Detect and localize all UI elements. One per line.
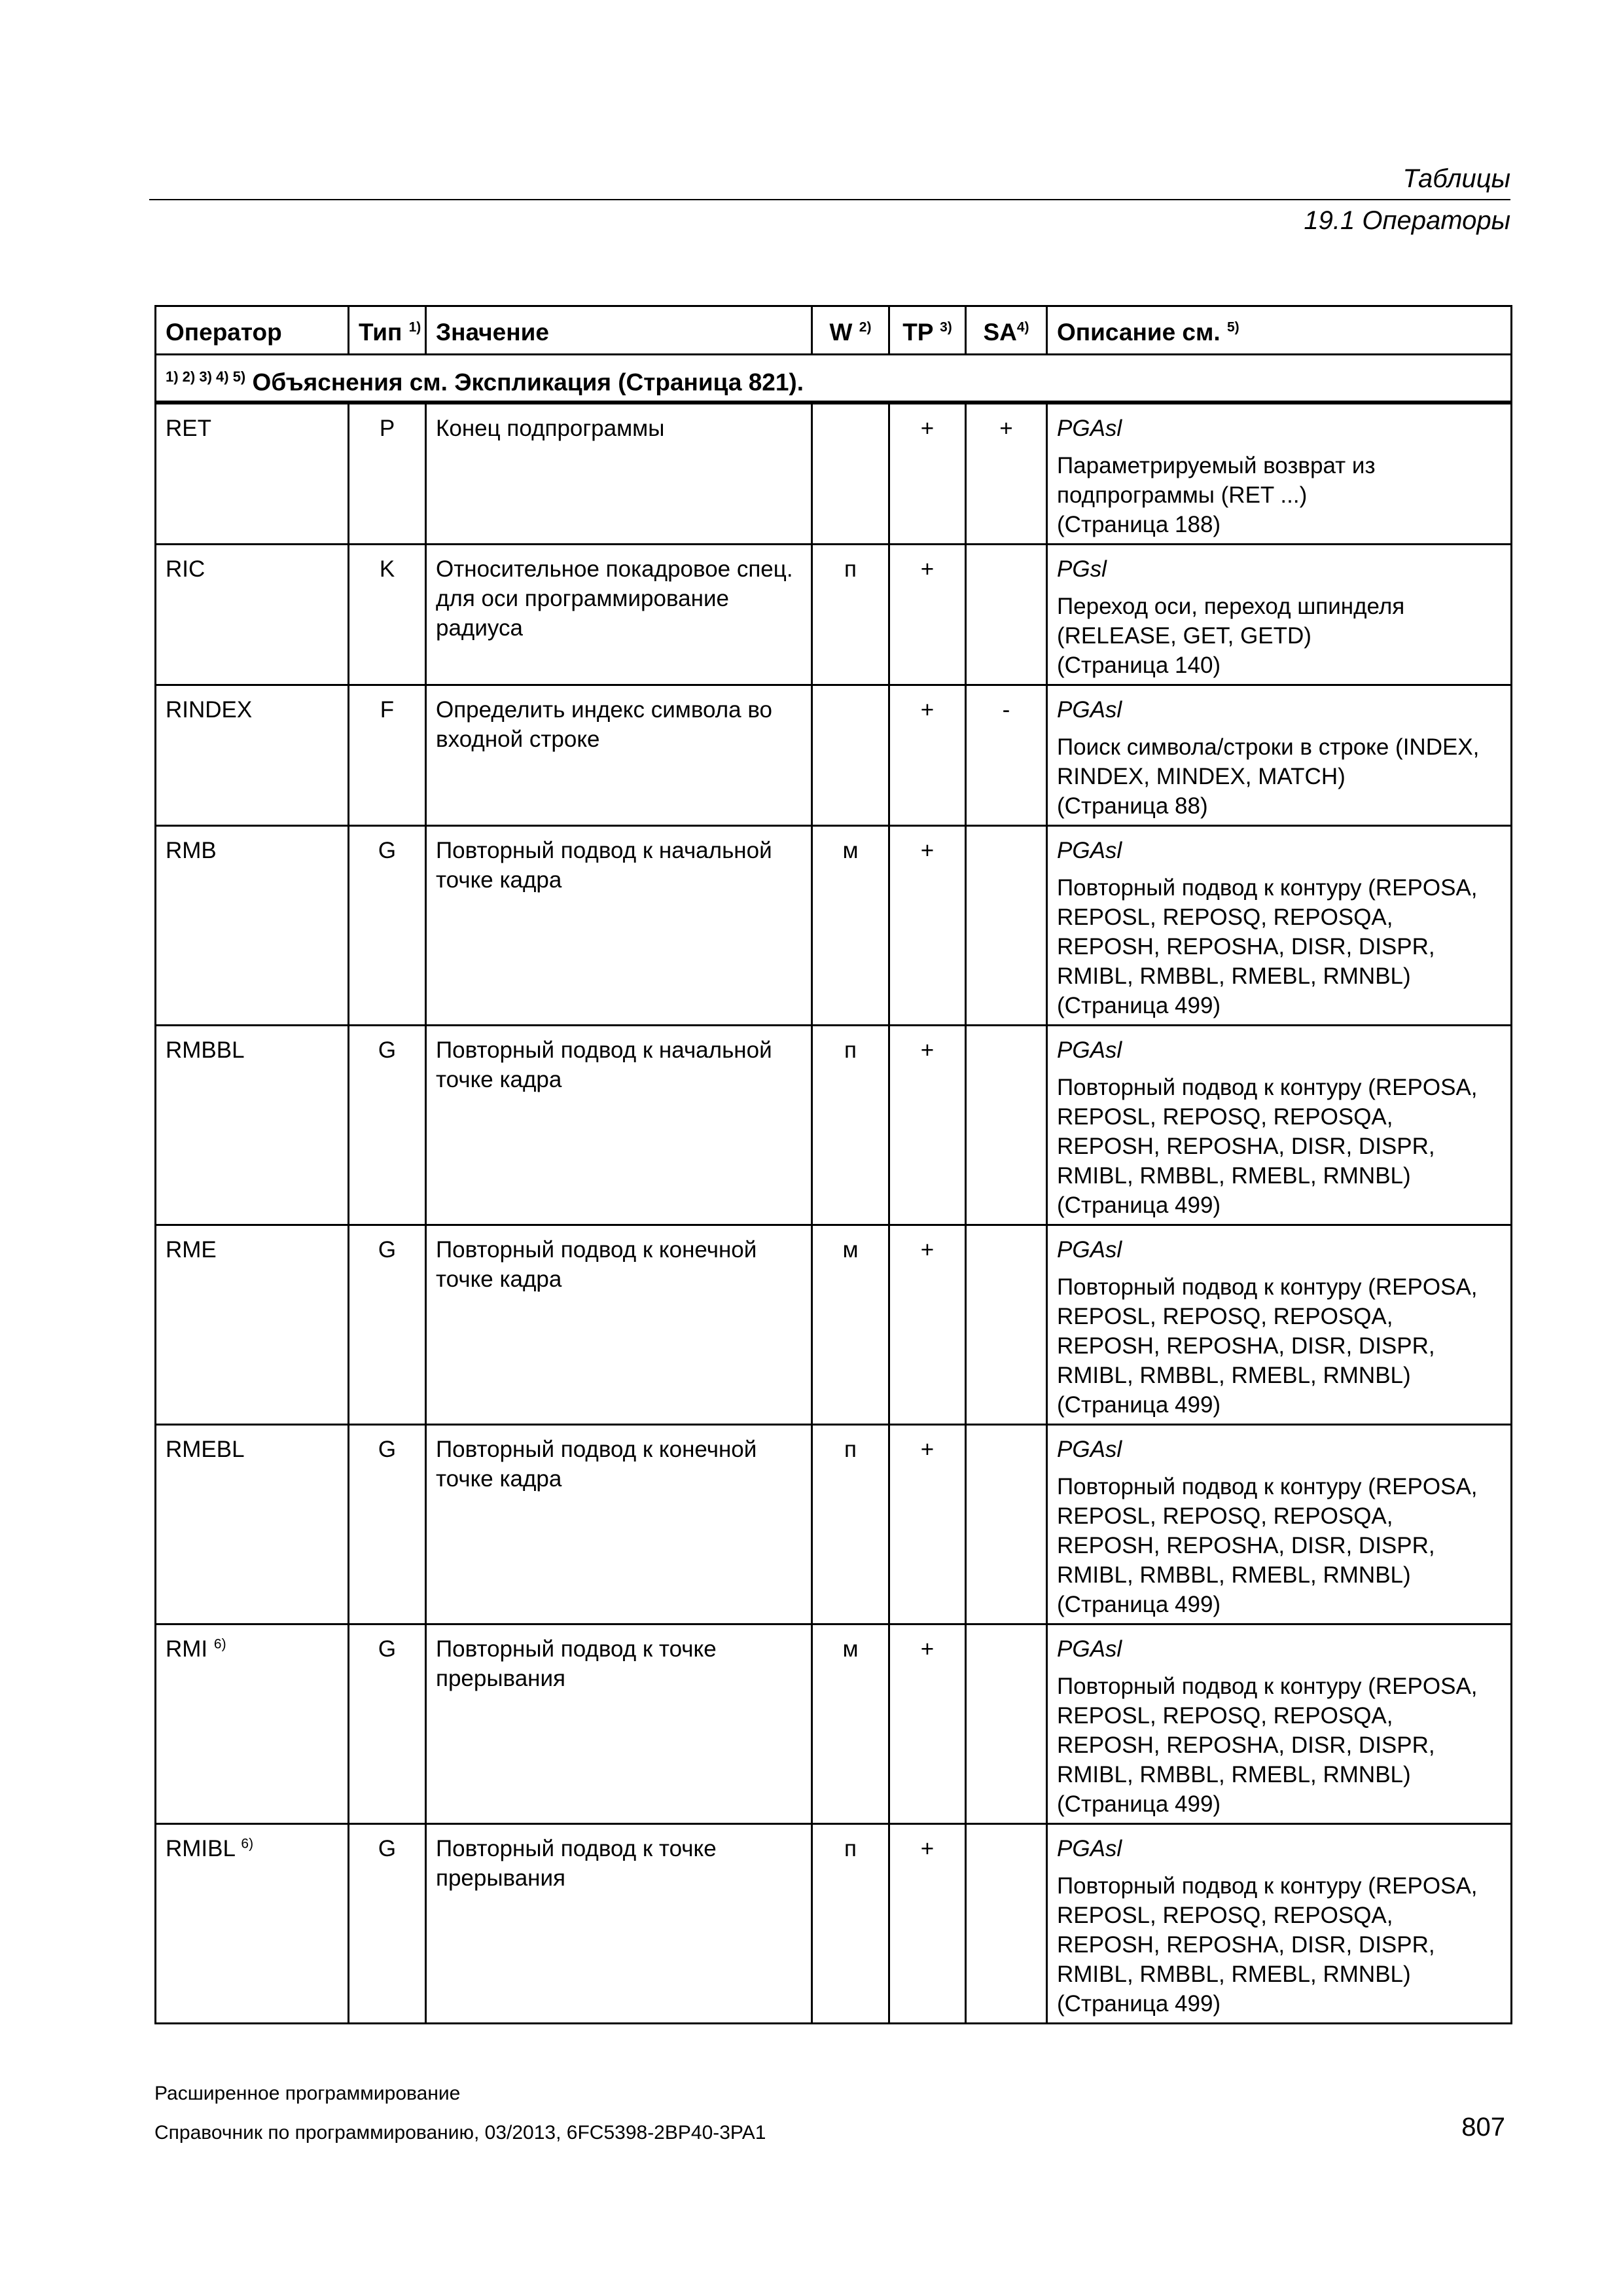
operator-cell: RIC [156, 545, 349, 685]
description-cell [1047, 685, 1512, 826]
sa-cell [966, 826, 1047, 1026]
table-row [156, 1225, 1512, 1425]
operators-table [154, 305, 1512, 2024]
operator-cell: RET [156, 403, 349, 545]
type-cell: G [349, 826, 426, 1026]
description-reference: PGAsl [1057, 1836, 1122, 1862]
description-cell [1047, 1425, 1512, 1624]
sa-cell [966, 1026, 1047, 1225]
description-text: Переход оси, переход шпинделя (RELEASE, GET, GETD) (Страница 140) [1057, 594, 1405, 679]
tp-cell: + [889, 826, 966, 1026]
type-cell: G [349, 1425, 426, 1624]
operator-footnote: 6) [241, 1836, 254, 1852]
table-row [156, 1624, 1512, 1824]
w-cell: п [812, 545, 889, 685]
description-reference: PGAsl [1057, 1437, 1122, 1463]
column-header-w: W $^{2)}$ [812, 306, 889, 355]
description-cell [1047, 545, 1512, 685]
sa-cell [966, 1425, 1047, 1624]
w-cell: п [812, 1026, 889, 1225]
column-header-meaning: Значение [426, 306, 812, 355]
meaning-cell: Повторный подвод к точке прерывания [426, 1824, 812, 2024]
page-number: 807 [1461, 2113, 1505, 2142]
type-cell: G [349, 1225, 426, 1425]
meaning-cell: Относительное покадровое спец. для оси программирование радиуса [426, 545, 812, 685]
w-cell [812, 403, 889, 545]
meaning-cell: Повторный подвод к начальной точке кадра [426, 1026, 812, 1225]
description-text: Повторный подвод к контуру (REPOSA, REPOSL, REPOSQ, REPOSQA, REPOSH, REPOSHA, DISR, DISPR, RMIBL, RMBBL, RMEBL, RMNBL) (Страница 499) [1057, 1075, 1484, 1219]
footer-reference: Справочник по программированию, 03/2013, 6FC5398-2BP40-3PA1 [154, 2122, 766, 2144]
tp-cell: + [889, 1824, 966, 2024]
description-cell [1047, 826, 1512, 1026]
footnote-explanation: $^{1) 2) 3) 4) 5)}$ Объяснения см. Экспликация (Страница 821). [156, 355, 1512, 403]
operator-footnote: 6) [213, 1636, 226, 1652]
table-header-row [156, 306, 1512, 355]
sa-cell: + [966, 403, 1047, 545]
description-reference: PGAsl [1057, 697, 1122, 723]
operator-cell: RMBBL [156, 1026, 349, 1225]
table-row [156, 545, 1512, 685]
meaning-cell: Конец подпрограммы [426, 403, 812, 545]
type-cell: P [349, 403, 426, 545]
type-cell: G [349, 1824, 426, 2024]
description-cell [1047, 403, 1512, 545]
column-header-tp: TP $^{3)}$ [889, 306, 966, 355]
tp-cell: + [889, 1225, 966, 1425]
description-cell [1047, 1824, 1512, 2024]
table-row [156, 685, 1512, 826]
operator-cell: RME [156, 1225, 349, 1425]
description-text: Повторный подвод к контуру (REPOSA, REPOSL, REPOSQ, REPOSQA, REPOSH, REPOSHA, DISR, DISPR, RMIBL, RMBBL, RMEBL, RMNBL) (Страница 499) [1057, 875, 1484, 1019]
table-row [156, 1425, 1512, 1624]
table-row [156, 826, 1512, 1026]
w-cell: п [812, 1824, 889, 2024]
sa-cell: - [966, 685, 1047, 826]
sa-cell [966, 1824, 1047, 2024]
meaning-cell: Повторный подвод к конечной точке кадра [426, 1425, 812, 1624]
sa-cell [966, 545, 1047, 685]
type-cell: G [349, 1624, 426, 1824]
operator-cell: RMIBL $^{6)}$ [156, 1824, 349, 2024]
sa-cell [966, 1624, 1047, 1824]
column-header-description: Описание см. $^{5)}$ [1047, 306, 1512, 355]
subsection-title: 19.1 Операторы [1304, 206, 1510, 235]
tp-cell: + [889, 545, 966, 685]
operator-cell: RMB [156, 826, 349, 1026]
type-cell: G [349, 1026, 426, 1225]
meaning-cell: Повторный подвод к точке прерывания [426, 1624, 812, 1824]
type-cell: F [349, 685, 426, 826]
column-header-operator: Оператор [156, 306, 349, 355]
type-cell: K [349, 545, 426, 685]
sa-cell [966, 1225, 1047, 1425]
tp-cell: + [889, 1624, 966, 1824]
tp-cell: + [889, 685, 966, 826]
description-reference: PGAsl [1057, 1037, 1122, 1064]
tp-cell: + [889, 1026, 966, 1225]
w-cell [812, 685, 889, 826]
description-text: Повторный подвод к контуру (REPOSA, REPOSL, REPOSQ, REPOSQA, REPOSH, REPOSHA, DISR, DISPR, RMIBL, RMBBL, RMEBL, RMNBL) (Страница 499) [1057, 1274, 1484, 1418]
footer-book-title: Расширенное программирование [154, 2083, 461, 2104]
description-reference: PGAsl [1057, 1636, 1122, 1662]
column-header-sa: SA$^{4)}$ [966, 306, 1047, 355]
description-text: Повторный подвод к контуру (REPOSA, REPOSL, REPOSQ, REPOSQA, REPOSH, REPOSHA, DISR, DISPR, RMIBL, RMBBL, RMEBL, RMNBL) (Страница 499) [1057, 1674, 1484, 1818]
description-reference: PGAsl [1057, 1237, 1122, 1263]
description-cell [1047, 1225, 1512, 1425]
description-cell [1047, 1026, 1512, 1225]
w-cell: м [812, 826, 889, 1026]
column-header-type: Тип $^{1)}$ [349, 306, 426, 355]
header-rule [149, 199, 1510, 200]
description-reference: PGAsl [1057, 838, 1122, 864]
tp-cell: + [889, 1425, 966, 1624]
w-cell: м [812, 1624, 889, 1824]
description-text: Повторный подвод к контуру (REPOSA, REPOSL, REPOSQ, REPOSQA, REPOSH, REPOSHA, DISR, DISPR, RMIBL, RMBBL, RMEBL, RMNBL) (Страница 499) [1057, 1474, 1484, 1618]
section-title: Таблицы [1402, 164, 1510, 193]
description-text: Поиск символа/строки в строке (INDEX, RINDEX, MINDEX, MATCH) (Страница 88) [1057, 734, 1480, 819]
table-row [156, 1824, 1512, 2024]
table-row [156, 403, 1512, 545]
description-reference: PGAsl [1057, 416, 1122, 442]
description-text: Повторный подвод к контуру (REPOSA, REPOSL, REPOSQ, REPOSQA, REPOSH, REPOSHA, DISR, DISPR, RMIBL, RMBBL, RMEBL, RMNBL) (Страница 499) [1057, 1873, 1484, 2017]
table-footnote-row [156, 355, 1512, 403]
operator-cell: RMEBL [156, 1425, 349, 1624]
meaning-cell: Повторный подвод к начальной точке кадра [426, 826, 812, 1026]
description-cell [1047, 1624, 1512, 1824]
meaning-cell: Повторный подвод к конечной точке кадра [426, 1225, 812, 1425]
table-row [156, 1026, 1512, 1225]
operator-cell: RINDEX [156, 685, 349, 826]
tp-cell: + [889, 403, 966, 545]
description-reference: PGsl [1057, 556, 1107, 583]
operator-cell: RMI $^{6)}$ [156, 1624, 349, 1824]
meaning-cell: Определить индекс символа во входной строке [426, 685, 812, 826]
w-cell: м [812, 1225, 889, 1425]
w-cell: п [812, 1425, 889, 1624]
description-text: Параметрируемый возврат из подпрограммы (RET ...) (Страница 188) [1057, 453, 1376, 538]
